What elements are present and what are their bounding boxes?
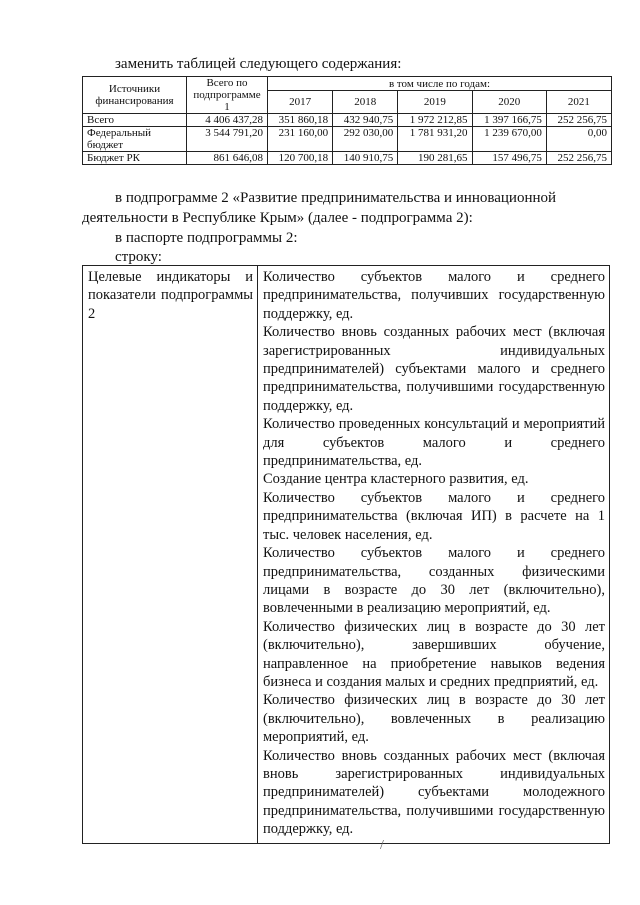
cell-value: 231 160,00 bbox=[268, 127, 333, 152]
indicator-item: Количество субъектов малого и среднего предпринимательства, созданных физическими лицами в возрасте до 30 лет (включительно), вовлеченными в реализацию мероприятий, ед. bbox=[263, 545, 605, 617]
header-year: 2019 bbox=[398, 91, 472, 114]
header-by-years: в том числе по годам: bbox=[268, 77, 612, 91]
cell-value: 157 496,75 bbox=[472, 152, 546, 165]
cell-value: 120 700,18 bbox=[268, 152, 333, 165]
cell-value: 1 239 670,00 bbox=[472, 127, 546, 152]
table-row bbox=[83, 114, 612, 127]
cell-value: 1 397 166,75 bbox=[472, 114, 546, 127]
indicators-row bbox=[83, 266, 610, 844]
cell-value: 252 256,75 bbox=[546, 114, 611, 127]
header-source: Источники финансирования bbox=[83, 77, 187, 114]
indicators-label: Целевые индикаторы и показатели подпрограммы 2 bbox=[83, 266, 258, 844]
indicator-item: Количество субъектов малого и среднего предпринимательства, получивших государственную поддержку, ед. bbox=[263, 269, 605, 322]
indicators-table bbox=[82, 265, 610, 844]
cell-value: 1 972 212,85 bbox=[398, 114, 472, 127]
cell-value: 140 910,75 bbox=[333, 152, 398, 165]
intro-text: заменить таблицей следующего содержания: bbox=[115, 56, 402, 72]
pen-mark: / bbox=[380, 838, 384, 853]
row-total: 4 406 437,28 bbox=[187, 114, 268, 127]
cell-value: 0,00 bbox=[546, 127, 611, 152]
header-year: 2018 bbox=[333, 91, 398, 114]
paragraph-subprogram-2-cont: деятельности в Республике Крым» (далее - подпрограмма 2): bbox=[82, 210, 473, 226]
paragraph-passport: в паспорте подпрограммы 2: bbox=[115, 230, 298, 246]
indicator-item: Количество проведенных консультаций и мероприятий для субъектов малого и среднего предпринимательства, ед. bbox=[263, 416, 605, 470]
indicator-item: Количество физических лиц в возрасте до 30 лет (включительно), вовлеченных в реализацию мероприятий, ед. bbox=[263, 692, 605, 746]
indicator-item: Количество вновь созданных рабочих мест (включая вновь зарегистрированных индивидуальных предпринимателей) субъектами молодежного предпринимательства, получившими государственную поддержку, ед. bbox=[263, 747, 605, 838]
cell-value: 432 940,75 bbox=[333, 114, 398, 127]
table-row bbox=[83, 152, 612, 165]
cell-value: 252 256,75 bbox=[546, 152, 611, 165]
cell-value: 292 030,00 bbox=[333, 127, 398, 152]
row-total: 861 646,08 bbox=[187, 152, 268, 165]
paragraph-subprogram-2: в подпрограмме 2 «Развитие предпринимательства и инновационной bbox=[115, 190, 557, 206]
row-label: Всего bbox=[83, 114, 187, 127]
header-year: 2017 bbox=[268, 91, 333, 114]
indicator-item: Количество физических лиц в возрасте до 30 лет (включительно), завершивших обучение, направленное на приобретение навыков ведения бизнеса и создания малых и средних предприятий, ед. bbox=[263, 618, 605, 690]
paragraph-line: строку: bbox=[115, 249, 162, 265]
cell-value: 190 281,65 bbox=[398, 152, 472, 165]
financing-table bbox=[82, 76, 612, 165]
indicator-item: Создание центра кластерного развития, ед. bbox=[263, 471, 529, 488]
header-total: Всего по подпрограмме 1 bbox=[187, 77, 268, 114]
indicator-item: Количество вновь созданных рабочих мест (включая зарегистрированных индивидуальных предпринимателей) субъектами малого и среднего предпринимательства, получившими государственную поддержку, ед. bbox=[263, 324, 605, 414]
table-header-row bbox=[83, 77, 612, 91]
row-total: 3 544 791,20 bbox=[187, 127, 268, 152]
cell-value: 1 781 931,20 bbox=[398, 127, 472, 152]
row-label: Бюджет РК bbox=[83, 152, 187, 165]
table-row bbox=[83, 127, 612, 152]
indicator-item: Количество субъектов малого и среднего предпринимательства (включая ИП) в расчете на 1 тыс. человек населения, ед. bbox=[263, 489, 605, 543]
header-year: 2021 bbox=[546, 91, 611, 114]
indicators-list bbox=[258, 266, 610, 844]
cell-value: 351 860,18 bbox=[268, 114, 333, 127]
row-label: Федеральный бюджет bbox=[83, 127, 187, 152]
header-year: 2020 bbox=[472, 91, 546, 114]
